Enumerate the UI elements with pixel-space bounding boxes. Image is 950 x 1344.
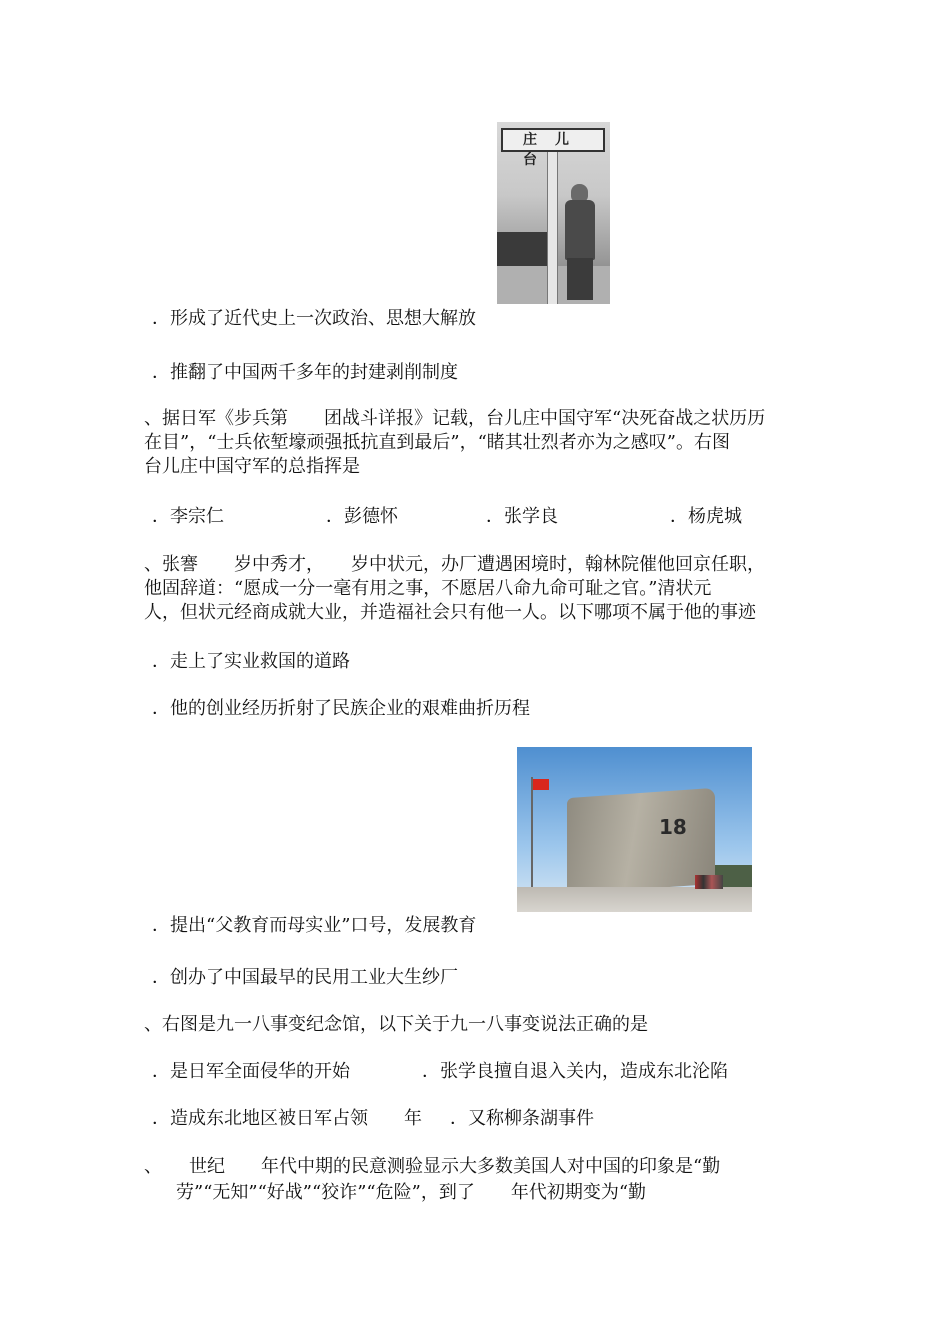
soldier-legs [567, 258, 593, 300]
station-sign-text: 庄儿台 [523, 132, 587, 168]
option-b: ．彭德怀 [326, 506, 398, 527]
sign-pole [547, 152, 558, 304]
option-b: ．张学良擅自退入关内，造成东北沦陷 [422, 1061, 728, 1082]
option-line: ．推翻了中国两千多年的封建剥削制度 [152, 362, 458, 383]
visitors [695, 875, 723, 889]
option-line: ．形成了近代史上一次政治、思想大解放 [152, 308, 476, 329]
museum-building [567, 788, 715, 894]
option-line: ．他的创业经历折射了民族企业的艰难曲折历程 [152, 698, 530, 719]
option-a: ．李宗仁 [152, 506, 224, 527]
train-silhouette [497, 232, 549, 266]
question-line: 人，但状元经商成就大业，并造福社会只有他一人。以下哪项不属于他的事迹 [144, 602, 756, 623]
question-line: 在目”，“士兵依堑壕顽强抵抗直到最后”，“睹其壮烈者亦为之感叹”。右图 [144, 432, 731, 453]
918-memorial-museum-photo [517, 747, 752, 912]
question-line: 台儿庄中国守军的总指挥是 [144, 456, 360, 477]
flag-pole [531, 777, 533, 887]
question-line: 、张謇 岁中秀才， 岁中状元，办厂遭遇困境时，翰林院催他回京任职， [144, 554, 765, 575]
option-line: ．创办了中国最早的民用工业大生纱厂 [152, 967, 458, 988]
plaza [517, 887, 752, 912]
taierzhuang-commander-photo [497, 122, 610, 304]
option-c: ．张学良 [486, 506, 558, 527]
question-line: 、右图是九一八事变纪念馆，以下关于九一八事变说法正确的是 [144, 1014, 648, 1035]
soldier-figure [565, 200, 595, 260]
option-line: ．走上了实业救国的道路 [152, 651, 350, 672]
option-a: ．是日军全面侵华的开始 [152, 1061, 350, 1082]
flag-icon [533, 779, 549, 790]
question-line: 他固辞道：“愿成一分一毫有用之事，不愿居八命九命可耻之官。”清状元 [144, 578, 712, 599]
station-sign [501, 128, 605, 168]
option-d: ．又称柳条湖事件 [450, 1108, 594, 1129]
question-line: 劳”“无知”“好战”“狡诈”“危险”，到了 年代初期变为“勤 [176, 1182, 647, 1203]
museum-number-18: 18 [659, 815, 687, 839]
option-line: ．提出“父教育而母实业”口号，发展教育 [152, 915, 477, 936]
question-line: 、 世纪 年代中期的民意测验显示大多数美国人对中国的印象是“勤 [144, 1156, 721, 1177]
option-d: ．杨虎城 [670, 506, 742, 527]
option-c: ．造成东北地区被日军占领 年 [152, 1108, 422, 1129]
question-line: 、据日军《步兵第 团战斗详报》记载，台儿庄中国守军“决死奋战之状历历 [144, 408, 766, 429]
